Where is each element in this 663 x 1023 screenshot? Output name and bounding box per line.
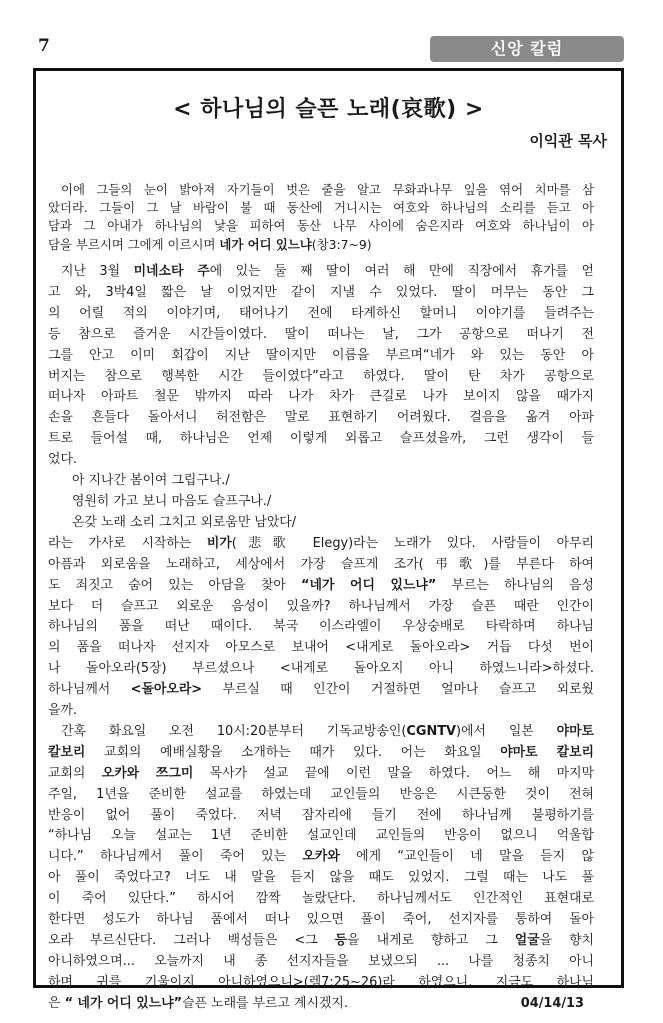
body-line: 아 풀이 죽었다고? 너도 내 말을 듣지 않을 때도 있었지. 그럴 때는 나도 풀	[48, 870, 594, 886]
body-line: 하나님께서 <돌아오라> 부르실 때 인간이 거절하면 얼마나 슬프고 외로웠	[48, 682, 594, 698]
body-line: 손을 흔들다 돌아서니 허전함은 말로 표현하기 어려웠다. 걸음을 옮겨 아파	[48, 410, 594, 426]
body-line: 버지는 참으로 행복한 시간 들이였다”라고 하였다. 딸이 탄 차가 공항으로	[48, 368, 594, 384]
body-line: 하나님의 품을 떠난 때이다. 북국 이스라엘이 우상숭배로 타락하며 하나님	[48, 619, 594, 635]
body-line: 트로 들어설 때, 하나님은 언제 이렇게 외롭고 슬프셨을까, 그런 생각이 들	[48, 431, 594, 447]
body-line: 니다.” 하나님께서 풀이 죽어 있는 오카와 에게 “교인들이 네 말을 듣지 않	[48, 849, 594, 865]
body-line: 이 죽어 있단다.” 하시어 깜짝 놀랐단다. 하나님께서도 인간적인 표현대로	[48, 891, 594, 907]
body-line: 의 품을 떠나자 선지자 아모스로 보내어 <내게로 돌아오라> 거듭 다섯 번이	[48, 640, 594, 656]
article-title: < 하나님의 슬픈 노래(哀歌) >	[173, 97, 484, 122]
body-line: 오라 부르신단다. 그러나 백성들은 <그 등을 내게로 향하고 그 얼굴을 향치	[48, 933, 594, 948]
body-line: 아니하였으며... 오늘까지 내 종 선지자들을 보냈으되 ... 나를 청종치 아니	[48, 953, 594, 969]
body-line: 고 와, 3박4일 짧은 날 이었지만 같이 지낼 수 있었다. 딸이 머무는 동안 그	[48, 284, 594, 300]
poem-line: 아 지나간 봄이여 그립구나./	[72, 473, 230, 489]
body-line: 등 참으로 즐거운 시간들이였다. 딸이 떠나는 날, 그가 공항으로 떠나기 전	[48, 326, 594, 342]
body-line: 한다면 성도가 하나님 품에서 떠나 있으면 풀이 죽어, 선지자를 통하여 돌아	[48, 912, 594, 928]
body-line: 아픔과 외로움을 노래하고, 세상에서 가장 슬프게 조가(弔歌)를 부른다 하여	[48, 556, 594, 572]
section-tab: 신앙 칼럼	[430, 36, 624, 62]
closing-line	[48, 994, 594, 1015]
epigraph-line: 이에 그들의 눈이 밝아져 자기들이 벗은 줄을 알고 무화과나무 잎을 엮어 치마를 삼	[61, 182, 594, 197]
body-line: 간혹 화요일 오전 10시:20분부터 기독교방송인(CGNTV)에서 일본 야마토	[61, 723, 594, 739]
body-line: 을까.	[48, 703, 78, 719]
body-line: 도 죄짓고 숨어 있는 아담을 찾아 “네가 어디 있느냐” 부르는 하나님의 음성	[48, 577, 594, 593]
body-line: 의 어릴 적의 이야기며, 태어나기 전에 타계하신 할머니 이야기를 들려주는	[48, 305, 594, 321]
body-line: 칼보리 교회의 예배실황을 소개하는 때가 있다. 어는 화요일 야마토 칼보리	[48, 744, 594, 760]
body-line: 하며 귀를 기울이지 아니하였으니>(렘7:25~26)라 하였으니. 지금도 하나님	[48, 974, 594, 990]
body-line: 교회의 오카와 쯔그미 목사가 설교 끝에 이런 말을 하였다. 어느 해 마지막	[48, 765, 595, 781]
body-line: 주일, 1년을 준비한 설교를 하였는데 교인들의 반응은 시큰둥한 것이 전혀	[48, 786, 594, 802]
epigraph-line: 았더라. 그들이 그 날 바람이 불 때 동산에 거니시는 여호와 하나님의 소리를 듣고 아	[48, 200, 594, 216]
body-line: 은 “ 네가 어디 있느냐”슬픈 노래를 부르고 계시겠지.	[48, 995, 348, 1011]
epigraph-line: 담을 부르시며 그에게 이르시며 네가 어디 있느냐(창3:7~9)	[48, 236, 372, 252]
article-body	[48, 262, 594, 1015]
epigraph-line: 담과 그 아내가 하나님의 낯을 피하여 동산 나무 사이에 숨은지라 여호와 하나님이 아	[48, 218, 594, 234]
body-line: 보다 더 슬프고 외로운 음성이 있을까? 하나님께서 가장 슬픈 때란 인간이	[48, 598, 594, 614]
poem-line: 영원히 가고 보니 마음도 슬프구나./	[72, 493, 272, 509]
body-line: 나 돌아오라(5장) 부르셨으나 <내게로 돌아오지 아니 하였느니라>하셨다.	[48, 661, 594, 677]
poem-line: 온갖 노래 소리 그치고 외로움만 남았다/	[72, 514, 297, 530]
body-line: 었다.	[48, 452, 78, 468]
scripture-epigraph	[48, 181, 594, 254]
article-author: 이익관 목사	[529, 132, 607, 150]
body-line: 지난 3월 미네소타 주에 있는 둘 째 딸이 여러 해 만에 직장에서 휴가를 얻	[61, 264, 594, 279]
page-number: 7	[38, 36, 50, 56]
body-line: 떠나자 아파트 철문 밖까지 따라 나가 차가 큰길로 나가 보이지 않을 때가지	[48, 389, 594, 405]
body-line: 라는 가사로 시작하는 비가(悲歌 Elegy)라는 노래가 있다. 사람들이 아무리	[48, 535, 594, 551]
body-line: “하나님 오늘 설교는 1년 준비한 설교인데 교인들의 반응이 없으니 억울합	[48, 828, 594, 844]
body-line: 그를 안고 이미 회갑이 지난 딸이지만 이름을 부르며“네가 와 있는 동안 아	[48, 347, 594, 363]
article-date: 04/14/13	[520, 995, 584, 1011]
body-line: 반응이 없어 풀이 죽었다. 저녁 잠자리에 들기 전에 하나님께 불평하기를	[48, 807, 594, 823]
